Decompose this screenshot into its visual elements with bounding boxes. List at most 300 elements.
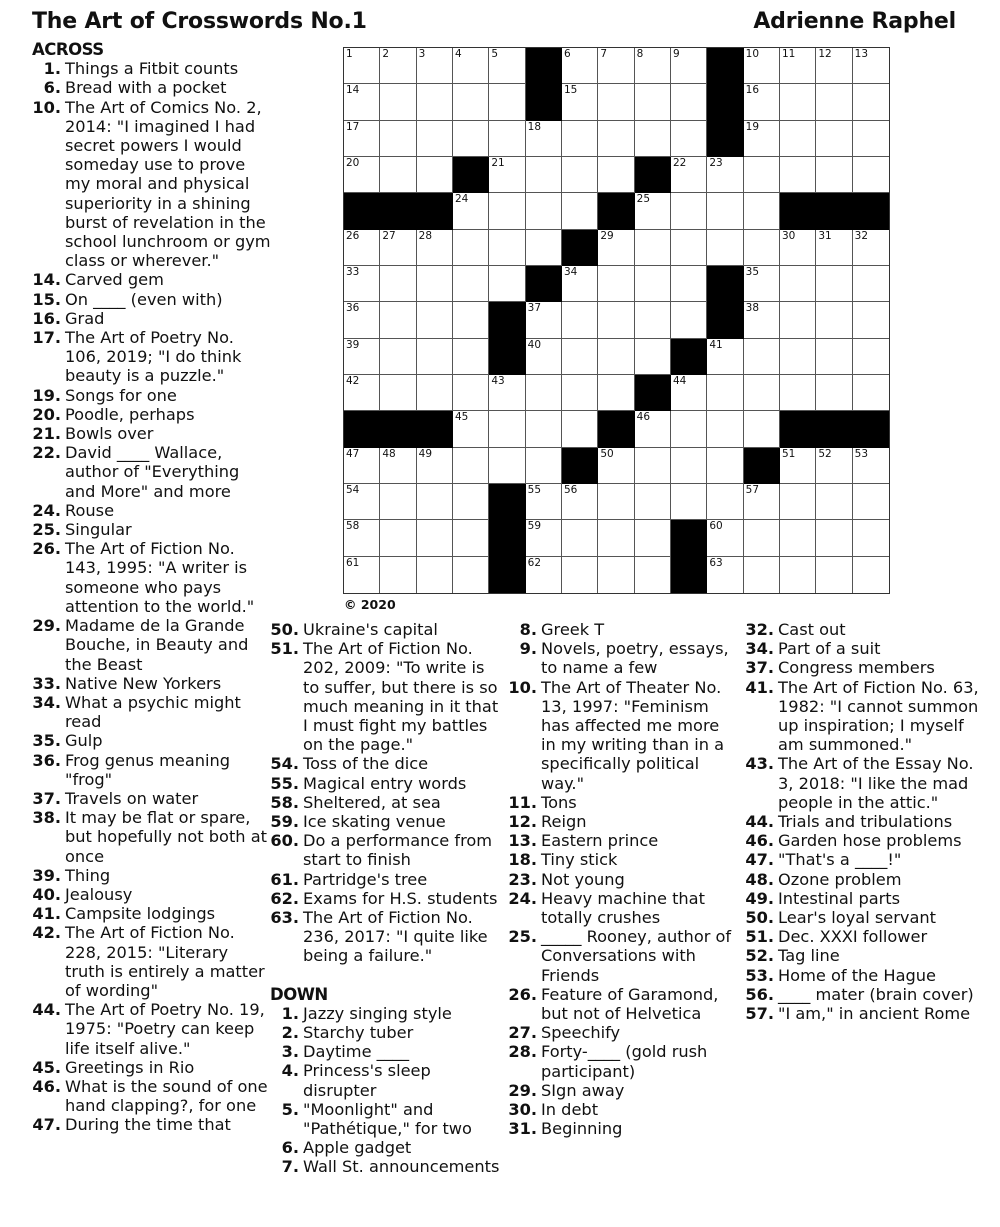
grid-cell[interactable]	[380, 520, 416, 556]
grid-cell[interactable]	[598, 48, 634, 84]
grid-cell-black	[707, 266, 743, 302]
clue-item	[32, 270, 272, 289]
grid-cell[interactable]	[562, 84, 598, 120]
cell-number: 56	[563, 483, 578, 496]
grid-cell[interactable]	[417, 121, 453, 157]
grid-cell[interactable]	[744, 48, 780, 84]
grid-cell[interactable]	[780, 339, 816, 375]
grid-cell[interactable]	[453, 84, 489, 120]
clue-item	[744, 831, 984, 850]
grid-cell[interactable]	[417, 448, 453, 484]
grid-cell[interactable]	[489, 84, 525, 120]
clue-number: 28.	[508, 1042, 537, 1062]
grid-cell[interactable]	[598, 84, 634, 120]
cell-number: 25	[636, 193, 651, 206]
grid-cell[interactable]	[635, 230, 671, 266]
clue-number: 24.	[508, 888, 537, 908]
grid-cell[interactable]	[853, 84, 889, 120]
grid-cell[interactable]	[853, 157, 889, 193]
grid-cell[interactable]	[489, 121, 525, 157]
clue-number: 34.	[32, 692, 61, 712]
clue-number: 50.	[745, 908, 774, 928]
grid-cell[interactable]	[598, 266, 634, 302]
grid-cell[interactable]	[744, 193, 780, 229]
grid-cell[interactable]	[344, 448, 380, 484]
grid-cell[interactable]	[816, 557, 852, 593]
grid-cell[interactable]	[635, 48, 671, 84]
clue-item	[506, 927, 738, 985]
clue-text: Madame de la Grande Bouche, in Beauty and the Beast	[65, 616, 249, 674]
grid-cell[interactable]	[380, 339, 416, 375]
cell-number: 46	[636, 411, 651, 424]
clue-number: 6.	[43, 78, 61, 98]
clue-number: 2.	[281, 1023, 299, 1043]
grid-cell[interactable]	[816, 448, 852, 484]
grid-cell[interactable]	[780, 484, 816, 520]
grid-cell[interactable]	[816, 230, 852, 266]
clue-text: Tons	[541, 792, 577, 812]
grid-cell[interactable]	[526, 484, 562, 520]
grid-cell[interactable]	[489, 448, 525, 484]
grid-cell[interactable]	[417, 157, 453, 193]
grid-cell[interactable]	[453, 121, 489, 157]
grid-cell[interactable]	[635, 411, 671, 447]
clues-column-4	[744, 620, 984, 1023]
cell-number: 31	[818, 229, 832, 242]
grid-cell[interactable]	[635, 121, 671, 157]
grid-cell[interactable]	[417, 520, 453, 556]
cell-number: 22	[672, 156, 687, 169]
grid-cell[interactable]	[744, 84, 780, 120]
grid-cell[interactable]	[453, 339, 489, 375]
grid-cell[interactable]	[671, 375, 707, 411]
clue-text: Dec. XXXI follower	[778, 927, 928, 947]
grid-cell[interactable]	[380, 157, 416, 193]
grid-cell[interactable]	[853, 121, 889, 157]
grid-cell[interactable]	[635, 266, 671, 302]
grid-cell[interactable]	[344, 48, 380, 84]
grid-cell[interactable]	[744, 520, 780, 556]
grid-cell[interactable]	[671, 157, 707, 193]
grid-cell[interactable]	[635, 448, 671, 484]
grid-cell-black	[707, 302, 743, 338]
grid-cell[interactable]	[598, 302, 634, 338]
grid-cell[interactable]	[816, 157, 852, 193]
grid-cell[interactable]	[526, 193, 562, 229]
grid-cell[interactable]	[417, 375, 453, 411]
grid-cell[interactable]	[598, 230, 634, 266]
grid-cell[interactable]	[635, 339, 671, 375]
grid-cell[interactable]	[853, 230, 889, 266]
grid-cell[interactable]	[598, 448, 634, 484]
clue-item	[32, 693, 272, 731]
clue-number: 20.	[32, 404, 61, 424]
clue-item	[32, 808, 272, 866]
cell-number: 53	[854, 447, 869, 460]
grid-cell[interactable]	[780, 557, 816, 593]
grid-cell[interactable]	[344, 266, 380, 302]
grid-cell[interactable]	[344, 121, 380, 157]
grid-cell[interactable]	[380, 448, 416, 484]
clue-item	[270, 620, 505, 639]
grid-cell[interactable]	[417, 557, 453, 593]
grid-cell[interactable]	[562, 484, 598, 520]
grid-cell[interactable]	[526, 448, 562, 484]
clue-text: Do a performance from start to finish	[303, 831, 493, 870]
grid-cell[interactable]	[707, 193, 743, 229]
clue-item	[506, 985, 738, 1023]
clue-number: 25.	[508, 927, 537, 947]
grid-cell[interactable]	[380, 121, 416, 157]
grid-cell[interactable]	[853, 375, 889, 411]
clue-item	[744, 946, 984, 965]
grid-cell[interactable]	[380, 48, 416, 84]
clue-item	[744, 966, 984, 985]
grid-cell[interactable]	[707, 520, 743, 556]
clue-number: 47.	[32, 1115, 61, 1135]
grid-cell[interactable]	[562, 375, 598, 411]
clue-number: 16.	[32, 308, 61, 328]
grid-cell[interactable]	[744, 230, 780, 266]
clue-item	[32, 290, 272, 309]
grid-cell[interactable]	[816, 520, 852, 556]
grid-cell[interactable]	[635, 484, 671, 520]
grid-cell[interactable]	[780, 84, 816, 120]
grid-cell[interactable]	[380, 375, 416, 411]
clue-text: Poodle, perhaps	[65, 404, 195, 424]
clue-item	[32, 59, 272, 78]
clue-number: 42.	[32, 923, 61, 943]
grid-cell[interactable]	[671, 48, 707, 84]
grid-cell[interactable]	[707, 157, 743, 193]
grid-cell[interactable]	[526, 157, 562, 193]
grid-cell[interactable]	[707, 557, 743, 593]
cell-number: 43	[491, 374, 505, 387]
grid-cell[interactable]	[598, 339, 634, 375]
grid-cell[interactable]	[598, 484, 634, 520]
grid-cell[interactable]	[526, 230, 562, 266]
grid-cell[interactable]	[707, 230, 743, 266]
clue-text: The Art of Fiction No. 236, 2017: "I quite like being a failure."	[303, 908, 488, 966]
grid-cell[interactable]	[780, 448, 816, 484]
clue-text: Reign	[541, 812, 587, 832]
grid-cell[interactable]	[707, 411, 743, 447]
grid-cell[interactable]	[598, 557, 634, 593]
grid-cell[interactable]	[526, 339, 562, 375]
grid-cell[interactable]	[380, 557, 416, 593]
clue-text: The Art of Theater No. 13, 1997: "Feminism has affected me more in my writing than in a specifically political way."	[541, 677, 725, 793]
grid-cell[interactable]	[380, 266, 416, 302]
grid-cell[interactable]	[489, 230, 525, 266]
grid-cell[interactable]	[526, 411, 562, 447]
grid-cell[interactable]	[671, 302, 707, 338]
clue-text: SIgn away	[541, 1080, 625, 1100]
grid-cell[interactable]	[816, 84, 852, 120]
cell-number: 13	[854, 48, 869, 60]
grid-cell[interactable]	[816, 266, 852, 302]
grid-cell[interactable]	[780, 157, 816, 193]
grid-cell[interactable]	[417, 484, 453, 520]
clue-number: 56.	[745, 984, 774, 1004]
clue-item	[32, 98, 272, 271]
clue-item	[270, 1023, 505, 1042]
grid-cell-black	[671, 557, 707, 593]
grid-cell[interactable]	[489, 411, 525, 447]
grid-cell[interactable]	[635, 557, 671, 593]
grid-cell[interactable]	[489, 375, 525, 411]
grid-cell[interactable]	[489, 266, 525, 302]
clue-text: Eastern prince	[541, 831, 659, 851]
grid-cell[interactable]	[526, 520, 562, 556]
clue-text: ____ mater (brain cover)	[778, 984, 974, 1004]
grid-cell[interactable]	[707, 448, 743, 484]
clue-number: 32.	[745, 620, 774, 639]
grid-cell[interactable]	[744, 266, 780, 302]
grid-cell[interactable]	[707, 339, 743, 375]
grid-cell[interactable]	[780, 121, 816, 157]
grid-cell[interactable]	[344, 557, 380, 593]
grid-cell[interactable]	[526, 375, 562, 411]
grid-cell[interactable]	[562, 302, 598, 338]
grid-cell[interactable]	[562, 411, 598, 447]
clue-number: 18.	[508, 850, 537, 870]
grid-cell[interactable]	[744, 157, 780, 193]
clue-item	[32, 1000, 272, 1058]
grid-cell[interactable]	[816, 484, 852, 520]
grid-cell[interactable]	[671, 411, 707, 447]
grid-cell[interactable]	[453, 520, 489, 556]
grid-cell[interactable]	[562, 48, 598, 84]
grid-cell[interactable]	[853, 48, 889, 84]
grid-cell[interactable]	[598, 375, 634, 411]
grid-cell[interactable]	[744, 302, 780, 338]
grid-cell[interactable]	[453, 266, 489, 302]
grid-cell[interactable]	[526, 121, 562, 157]
grid-cell[interactable]	[562, 157, 598, 193]
grid-cell[interactable]	[816, 121, 852, 157]
grid-cell[interactable]	[489, 193, 525, 229]
cell-number: 54	[346, 483, 360, 496]
clue-text: Songs for one	[65, 385, 177, 405]
grid-cell[interactable]	[744, 484, 780, 520]
clue-number: 29.	[508, 1080, 537, 1100]
grid-cell[interactable]	[344, 302, 380, 338]
grid-cell[interactable]	[744, 375, 780, 411]
grid-cell[interactable]	[453, 302, 489, 338]
grid-cell[interactable]	[562, 193, 598, 229]
grid-cell[interactable]	[744, 557, 780, 593]
cell-number: 18	[527, 120, 542, 133]
grid-cell[interactable]	[816, 339, 852, 375]
cell-number: 40	[527, 338, 542, 351]
grid-cell[interactable]	[526, 302, 562, 338]
grid-cell[interactable]	[417, 266, 453, 302]
clue-item	[32, 923, 272, 1000]
grid-cell[interactable]	[853, 484, 889, 520]
grid-cell[interactable]	[453, 375, 489, 411]
grid-cell[interactable]	[853, 448, 889, 484]
grid-cell[interactable]	[344, 520, 380, 556]
grid-cell[interactable]	[453, 230, 489, 266]
grid-cell[interactable]	[635, 520, 671, 556]
cell-number: 4	[454, 48, 462, 60]
clue-number: 59.	[270, 812, 299, 832]
grid-cell-black	[562, 448, 598, 484]
clue-item	[506, 1042, 738, 1080]
clue-text: Feature of Garamond, but not of Helvetica	[541, 984, 719, 1024]
grid-cell[interactable]	[853, 266, 889, 302]
grid-cell[interactable]	[853, 520, 889, 556]
clue-text: Apple gadget	[303, 1138, 412, 1158]
grid-cell[interactable]	[453, 557, 489, 593]
grid-cell[interactable]	[526, 557, 562, 593]
grid-cell[interactable]	[635, 193, 671, 229]
grid-cell[interactable]	[489, 48, 525, 84]
grid-cell[interactable]	[853, 339, 889, 375]
grid-cell[interactable]	[417, 230, 453, 266]
across-clues-column-1	[32, 40, 272, 1135]
cell-number: 34	[563, 265, 578, 278]
clue-item	[32, 520, 272, 539]
cell-number: 41	[709, 338, 723, 351]
clue-item	[32, 78, 272, 97]
clue-text: Toss of the dice	[303, 754, 429, 774]
clue-text: Jazzy singing style	[303, 1003, 452, 1023]
cell-number: 19	[745, 120, 760, 133]
grid-cell[interactable]	[344, 375, 380, 411]
cell-number: 1	[346, 48, 353, 60]
cell-number: 15	[563, 84, 578, 97]
grid-cell[interactable]	[780, 266, 816, 302]
grid-cell[interactable]	[671, 121, 707, 157]
clue-item	[32, 539, 272, 616]
clue-text: The Art of Fiction No. 63, 1982: "I cannot summon up inspiration; I myself am summoned."	[778, 677, 979, 755]
clue-text: During the time that	[65, 1115, 231, 1135]
grid-cell[interactable]	[744, 121, 780, 157]
grid-cell[interactable]	[707, 375, 743, 411]
grid-cell[interactable]	[562, 266, 598, 302]
clue-text: Lear's loyal servant	[778, 908, 936, 928]
clue-text: Tiny stick	[541, 850, 618, 870]
clue-item	[744, 754, 984, 812]
clue-number: 30.	[508, 1100, 537, 1120]
grid-cell[interactable]	[671, 193, 707, 229]
clue-text: Magical entry words	[303, 773, 467, 793]
clue-number: 10.	[508, 677, 537, 697]
clue-number: 41.	[745, 677, 774, 697]
cell-number: 29	[600, 229, 614, 242]
clue-item	[32, 1115, 272, 1134]
clue-number: 1.	[43, 59, 61, 79]
grid-cell-black	[417, 411, 453, 447]
grid-cell[interactable]	[344, 157, 380, 193]
grid-cell[interactable]	[780, 375, 816, 411]
grid-cell-black	[489, 557, 525, 593]
grid-cell[interactable]	[816, 375, 852, 411]
grid-cell-black	[526, 266, 562, 302]
grid-cell[interactable]	[562, 121, 598, 157]
grid-cell[interactable]	[562, 557, 598, 593]
grid-cell[interactable]	[380, 230, 416, 266]
clue-item	[270, 831, 505, 869]
grid-cell[interactable]	[853, 302, 889, 338]
grid-cell[interactable]	[816, 48, 852, 84]
grid-cell[interactable]	[380, 84, 416, 120]
clue-item	[506, 1119, 738, 1138]
grid-cell[interactable]	[671, 484, 707, 520]
grid-cell[interactable]	[344, 484, 380, 520]
grid-cell[interactable]	[780, 230, 816, 266]
clue-number: 21.	[32, 424, 61, 444]
grid-cell[interactable]	[417, 84, 453, 120]
clue-text: Novels, poetry, essays, to name a few	[541, 639, 729, 678]
cell-number: 5	[491, 48, 499, 60]
grid-cell[interactable]	[344, 230, 380, 266]
clue-text: Gulp	[65, 731, 103, 751]
clue-item	[744, 870, 984, 889]
grid-cell[interactable]	[671, 230, 707, 266]
clue-item	[32, 328, 272, 386]
cell-number: 55	[527, 483, 542, 496]
grid-cell[interactable]	[780, 520, 816, 556]
grid-cell[interactable]	[453, 411, 489, 447]
grid-cell[interactable]	[562, 339, 598, 375]
clue-number: 27.	[508, 1023, 537, 1043]
grid-cell[interactable]	[744, 411, 780, 447]
grid-cell[interactable]	[417, 339, 453, 375]
clue-item	[270, 1157, 505, 1176]
grid-cell[interactable]	[453, 48, 489, 84]
clue-text: The Art of Poetry No. 106, 2019; "I do think beauty is a puzzle."	[65, 328, 242, 386]
grid-cell[interactable]	[417, 302, 453, 338]
grid-cell[interactable]	[780, 48, 816, 84]
grid-cell[interactable]	[417, 48, 453, 84]
grid-cell[interactable]	[780, 302, 816, 338]
grid-cell[interactable]	[380, 484, 416, 520]
grid-cell-black	[489, 520, 525, 556]
grid-cell[interactable]	[707, 484, 743, 520]
grid-cell[interactable]	[344, 84, 380, 120]
grid-cell[interactable]	[344, 339, 380, 375]
grid-cell[interactable]	[489, 157, 525, 193]
grid-cell[interactable]	[453, 448, 489, 484]
grid-cell[interactable]	[598, 121, 634, 157]
crossword-grid	[343, 47, 890, 594]
grid-cell[interactable]	[853, 557, 889, 593]
grid-cell[interactable]	[635, 302, 671, 338]
grid-cell[interactable]	[453, 193, 489, 229]
grid-cell[interactable]	[744, 339, 780, 375]
grid-cell[interactable]	[598, 157, 634, 193]
grid-cell[interactable]	[562, 520, 598, 556]
grid-cell[interactable]	[635, 84, 671, 120]
grid-cell[interactable]	[671, 448, 707, 484]
clue-item	[744, 985, 984, 1004]
grid-cell-black	[707, 48, 743, 84]
grid-cell[interactable]	[598, 520, 634, 556]
cell-number: 11	[781, 48, 796, 60]
grid-cell[interactable]	[671, 84, 707, 120]
clue-item	[744, 1004, 984, 1023]
grid-cell[interactable]	[816, 302, 852, 338]
grid-cell[interactable]	[453, 484, 489, 520]
grid-cell[interactable]	[380, 302, 416, 338]
clue-text: Congress members	[778, 658, 935, 678]
cell-number: 7	[600, 48, 608, 60]
cell-number: 63	[709, 556, 723, 569]
grid-cell[interactable]	[671, 266, 707, 302]
clue-item	[270, 1004, 505, 1023]
